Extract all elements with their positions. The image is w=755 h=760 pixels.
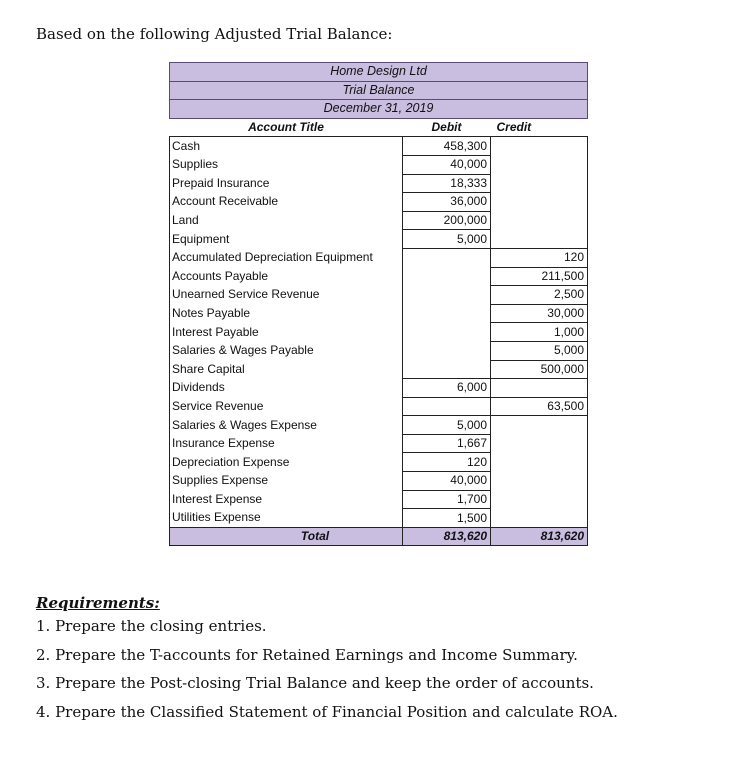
credit-value: 63,500 (491, 397, 588, 416)
table-row (170, 416, 588, 435)
table-row (170, 248, 588, 267)
account-name: Insurance Expense (170, 434, 403, 453)
debit-value: 5,000 (403, 416, 491, 435)
table-row (170, 360, 588, 379)
credit-value: 211,500 (491, 267, 588, 286)
account-name: Dividends (170, 379, 403, 398)
table-row (170, 397, 588, 416)
debit-value: 1,500 (403, 509, 491, 528)
debit-value (403, 360, 491, 379)
table-row (170, 211, 588, 230)
account-name: Accounts Payable (170, 267, 403, 286)
trial-balance-table (169, 62, 588, 546)
debit-value: 6,000 (403, 379, 491, 398)
intro-text: Based on the following Adjusted Trial Balance: (36, 25, 393, 43)
credit-value (491, 453, 588, 472)
debit-value (403, 248, 491, 267)
account-name: Cash (170, 137, 403, 156)
account-name: Equipment (170, 230, 403, 249)
credit-value: 500,000 (491, 360, 588, 379)
total-row (170, 527, 588, 546)
statement-title: Trial Balance (170, 81, 588, 100)
table-row (170, 434, 588, 453)
account-name: Interest Expense (170, 490, 403, 509)
credit-value (491, 174, 588, 193)
table-row (170, 379, 588, 398)
account-name: Notes Payable (170, 304, 403, 323)
table-row (170, 472, 588, 491)
table-row (170, 155, 588, 174)
credit-value (491, 434, 588, 453)
credit-value: 2,500 (491, 286, 588, 305)
account-name: Unearned Service Revenue (170, 286, 403, 305)
account-name: Service Revenue (170, 397, 403, 416)
table-row (170, 304, 588, 323)
account-name: Accumulated Depreciation Equipment (170, 248, 403, 267)
account-name: Supplies Expense (170, 472, 403, 491)
table-row (170, 174, 588, 193)
account-name: Utilities Expense (170, 509, 403, 528)
credit-value: 30,000 (491, 304, 588, 323)
credit-value: 1,000 (491, 323, 588, 342)
credit-value (491, 379, 588, 398)
credit-value (491, 416, 588, 435)
debit-value (403, 304, 491, 323)
total-label: Total (170, 527, 403, 546)
table-row (170, 193, 588, 212)
credit-value (491, 193, 588, 212)
account-name: Salaries & Wages Expense (170, 416, 403, 435)
account-name: Salaries & Wages Payable (170, 341, 403, 360)
credit-value (491, 230, 588, 249)
debit-value (403, 397, 491, 416)
requirements-title: Requirements: (36, 594, 160, 612)
credit-value (491, 509, 588, 528)
total-credit: 813,620 (491, 527, 588, 546)
requirement-item-1: 1. Prepare the closing entries. (36, 617, 267, 635)
table-row (170, 341, 588, 360)
debit-value (403, 267, 491, 286)
table-row (170, 509, 588, 528)
table-row (170, 230, 588, 249)
table-row (170, 137, 588, 156)
requirement-item-2: 2. Prepare the T-accounts for Retained Earnings and Income Summary. (36, 645, 578, 664)
debit-value: 5,000 (403, 230, 491, 249)
credit-value (491, 155, 588, 174)
account-name: Account Receivable (170, 193, 403, 212)
credit-value (491, 490, 588, 509)
account-name: Depreciation Expense (170, 453, 403, 472)
debit-value: 40,000 (403, 155, 491, 174)
table-row (170, 453, 588, 472)
debit-header: Debit (403, 118, 491, 137)
credit-header: Credit (491, 118, 588, 137)
table-row (170, 490, 588, 509)
table-row (170, 286, 588, 305)
credit-value (491, 472, 588, 491)
credit-value: 5,000 (491, 341, 588, 360)
credit-value: 120 (491, 248, 588, 267)
requirement-item-4: 4. Prepare the Classified Statement of Financial Position and calculate ROA. (36, 702, 618, 721)
table-row (170, 323, 588, 342)
debit-value (403, 341, 491, 360)
account-name: Interest Payable (170, 323, 403, 342)
credit-value (491, 137, 588, 156)
statement-date: December 31, 2019 (170, 100, 588, 119)
credit-value (491, 211, 588, 230)
requirement-item-3: 3. Prepare the Post-closing Trial Balance and keep the order of accounts. (36, 674, 594, 692)
debit-value (403, 286, 491, 305)
debit-value: 18,333 (403, 174, 491, 193)
account-name: Share Capital (170, 360, 403, 379)
debit-value: 36,000 (403, 193, 491, 212)
total-debit: 813,620 (403, 527, 491, 546)
account-name: Prepaid Insurance (170, 174, 403, 193)
debit-value: 40,000 (403, 472, 491, 491)
debit-value: 1,700 (403, 490, 491, 509)
requirements-section (36, 594, 618, 730)
debit-value: 1,667 (403, 434, 491, 453)
debit-value: 120 (403, 453, 491, 472)
debit-value: 200,000 (403, 211, 491, 230)
table-row (170, 267, 588, 286)
debit-value: 458,300 (403, 137, 491, 156)
account-name: Supplies (170, 155, 403, 174)
account-name: Land (170, 211, 403, 230)
company-name: Home Design Ltd (170, 63, 588, 82)
debit-value (403, 323, 491, 342)
account-title-header: Account Title (170, 118, 403, 137)
